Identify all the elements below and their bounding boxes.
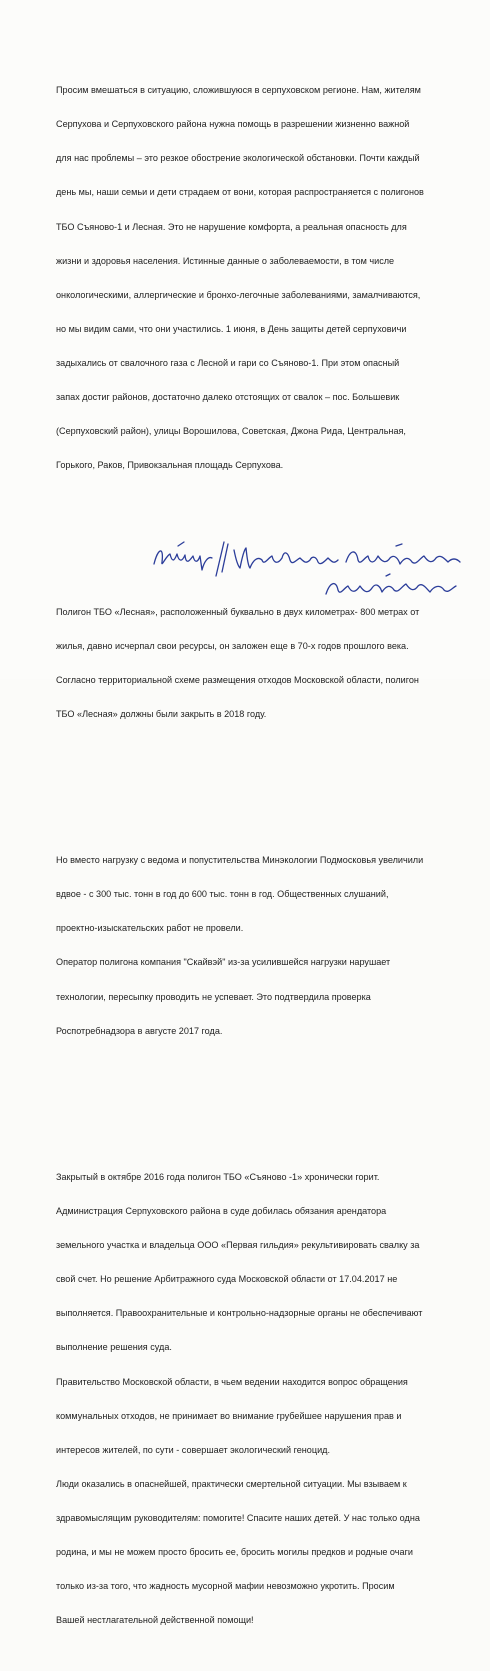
text-line: выполняется. Правоохранительные и контрольно-надзорные органы не обеспечивают [56, 1308, 423, 1319]
letter-body [56, 40, 466, 1671]
text-line: коммунальных отходов, не принимает во внимание грубейшее нарушения прав и [56, 1410, 402, 1421]
paragraph-1 [56, 63, 466, 494]
text-line: технологии, пересыпку проводить не успевает. Это подтвердила проверка [56, 991, 371, 1002]
paragraph-gap [56, 516, 466, 527]
text-line: Серпухова и Серпуховского района нужна помощь в разрешении жизненно важной [56, 119, 410, 130]
text-line: проектно-изыскательских работ не провели. [56, 923, 244, 934]
text-line: запах достиг районов, достаточно далеко отстоящих от свалок – пос. Большевик [56, 391, 400, 402]
text-line: Закрытый в октябре 2016 года полигон ТБО «Съяново -1» хронически горит. [56, 1172, 380, 1183]
text-line: родина, и мы не можем просто бросить ее, бросить могилы предков и родные очаги [56, 1546, 413, 1557]
paragraph-gap [56, 1082, 466, 1093]
text-line: онкологическими, аллергические и бронхо-легочные заболеваниями, замалчиваются, [56, 289, 421, 300]
signature-drawing [150, 536, 470, 606]
text-line: Но вместо нагрузку с ведома и попустительства Минэкологии Подмосковья увеличили [56, 855, 424, 866]
paragraph-gap [56, 799, 466, 810]
text-line: свой счет. Но решение Арбитражного суда Московской области от 17.04.2017 не [56, 1274, 398, 1285]
text-line: Горького, Раков, Привокзальная площадь Серпухова. [56, 459, 284, 470]
text-line: Люди оказались в опаснейшей, практически смертельной ситуации. Мы взываем к [56, 1478, 407, 1489]
text-line: день мы, наши семьи и дети страдаем от вони, которая распространяется с полигонов [56, 187, 424, 198]
text-line: жизни и здоровья населения. Истинные данные о заболеваемости, в том числе [56, 255, 395, 266]
text-line: жилья, давно исчерпал свои ресурсы, он заложен еще в 70-х годов прошлого века. [56, 640, 409, 651]
text-line: Правительство Московской области, в чьем ведении находится вопрос обращения [56, 1376, 408, 1387]
paragraph-3 [56, 833, 466, 1060]
text-line: (Серпуховский район), улицы Ворошилова, Советская, Джона Рида, Центральная, [56, 425, 406, 436]
text-line: здравомыслящим руководителям: помогите! Спасите наших детей. У нас только одна [56, 1512, 420, 1523]
text-line: вдвое - с 300 тыс. тонн в год до 600 тыс. тонн в год. Общественных слушаний, [56, 889, 389, 900]
text-line: для нас проблемы – это резкое обострение экологической обстановки. Почти каждый [56, 153, 420, 164]
handwritten-signature [150, 536, 470, 606]
paragraph-gap [56, 765, 466, 776]
text-line: Согласно территориальной схеме размещения отходов Московской области, полигон [56, 674, 419, 685]
text-line: земельного участка и владельца ООО «Первая гильдия» рекультивировать свалку за [56, 1240, 420, 1251]
text-line: ТБО «Лесная» должны были закрыть в 2018 году. [56, 708, 267, 719]
text-line: выполнение решения суда. [56, 1342, 172, 1353]
text-line: Вашей нестлагательной действенной помощи! [56, 1614, 254, 1625]
text-line: Администрация Серпуховского района в суде добилась обязания арендатора [56, 1206, 387, 1217]
text-line: Роспотребнадзора в августе 2017 года. [56, 1025, 223, 1036]
text-line: Полигон ТБО «Лесная», расположенный буквально в двух километрах- 800 метрах от [56, 606, 420, 617]
text-line: интересов жителей, по сути - совершает экологический геноцид. [56, 1444, 330, 1455]
text-line: только из-за того, что жадность мусорной мафии невозможно укротить. Просим [56, 1580, 395, 1591]
text-line: Оператор полигона компания "Скайвэй" из-за усилившейся нагрузки нарушает [56, 957, 391, 968]
text-line: ТБО Съяново-1 и Лесная. Это не нарушение комфорта, а реальная опасность для [56, 221, 407, 232]
paragraph-2 [56, 584, 466, 743]
text-line: задыхались от свалочного газа с Лесной и гари со Съяново-1. При этом опасный [56, 357, 400, 368]
text-line: но мы видим сами, что они участились. 1 июня, в День защиты детей серпуховичи [56, 323, 407, 334]
text-line: Просим вмешаться в ситуацию, сложившуюся в серпуховском регионе. Нам, жителям [56, 85, 421, 96]
paragraph-gap [56, 1116, 466, 1127]
paragraph-4 [56, 1150, 466, 1649]
